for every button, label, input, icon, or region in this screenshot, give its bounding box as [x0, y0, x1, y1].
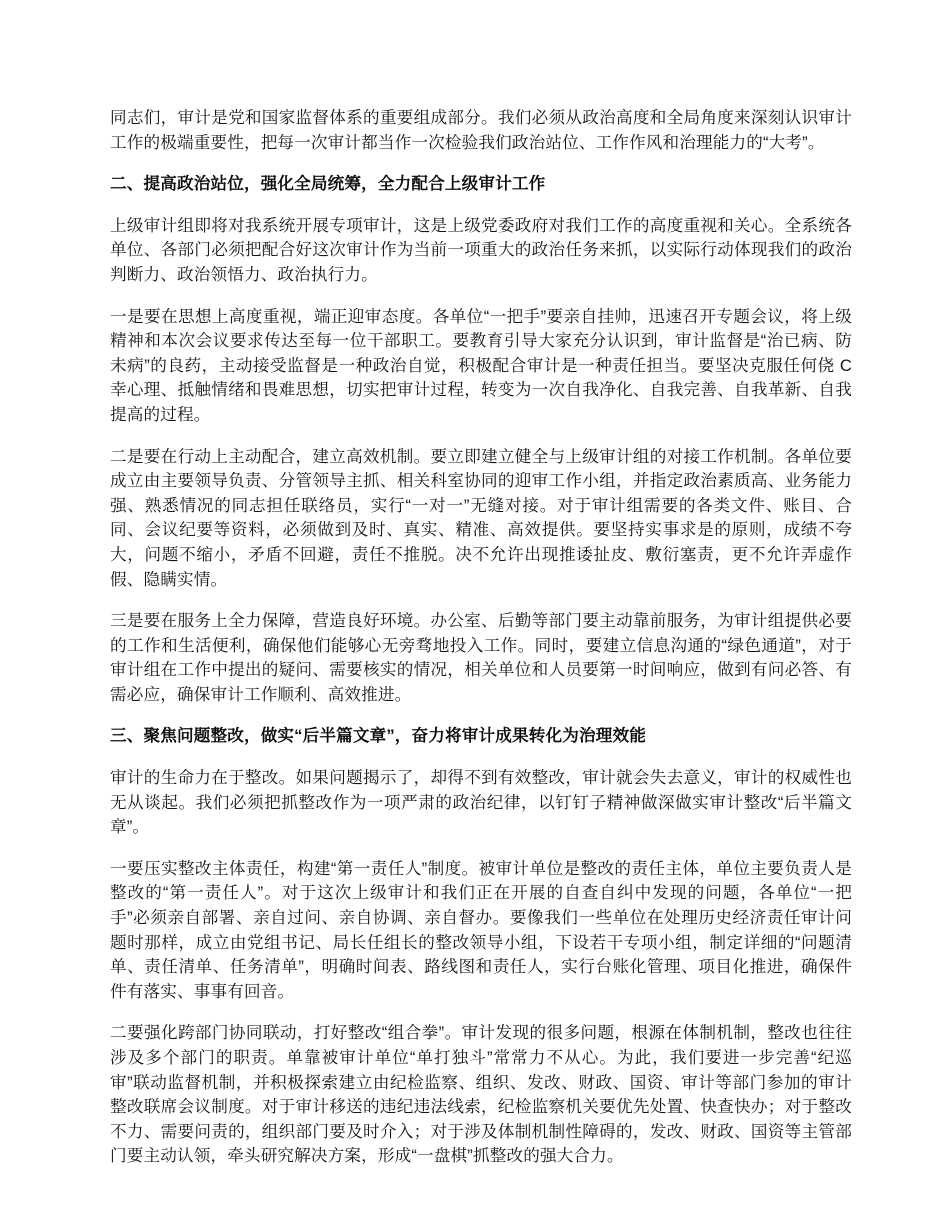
paragraph-point-three-service: 三是要在服务上全力保障，营造良好环境。办公室、后勤等部门要主动靠前服务，为审计组提供必要的工作和生活便利，确保他们能够心无旁骛地投入工作。同时，要建立信息沟通的“绿色通道”，对于审计组在工作中提出的疑问、需要核实的情况，相关单位和人员要第一时间响应，做到有问必答、有需必应，确保审计工作顺利、高效推进。	[110, 611, 852, 704]
heading-section-two: 二、提高政治站位，强化全局统筹，全力配合上级审计工作	[110, 174, 546, 194]
paragraph-point-two-action: 二是要在行动上主动配合，建立高效机制。要立即建立健全与上级审计组的对接工作机制。各单位要成立由主要领导负责、分管领导主抓、相关科室协同的迎审工作小组，并指定政治素质高、业务能力强、熟悉情况的同志担任联络员，实行“一对一”无缝对接。对于审计组需要的各类文件、账目、合同、会议纪要等资料，必须做到及时、真实、精准、高效提供。要坚持实事求是的原则，成绩不夸大，问题不缩小，矛盾不回避，责任不推脱。决不允许出现推诿扯皮、敷衍塞责，更不允许弄虚作假、隐瞒实情。	[110, 446, 852, 589]
paragraph-measure-one-responsibility: 一要压实整改主体责任，构建“第一责任人”制度。被审计单位是整改的责任主体，单位主要负责人是整改的“第一责任人”。对于这次上级审计和我们正在开展的自查自纠中发现的问题，各单位“一把手”必须亲自部署、亲自过问、亲自协调、亲自督办。要像我们一些单位在处理历史经济责任审计问题时那样，成立由党组书记、局长任组长的整改领导小组，下设若干专项小组，制定详细的“问题清单、责任清单、任务清单”，明确时间表、路线图和责任人，实行台账化管理、项目化推进，确保件件有落实、事事有回音。	[110, 858, 852, 1001]
document-body	[110, 106, 852, 1169]
paragraph-section-three-intro: 审计的生命力在于整改。如果问题揭示了，却得不到有效整改，审计就会失去意义，审计的权威性也无从谈起。我们必须把抓整改作为一项严肃的政治纪律，以钉钉子精神做深做实审计整改“后半篇文章”。	[110, 768, 852, 837]
paragraph-section-two-intro: 上级审计组即将对我系统开展专项审计，这是上级党委政府对我们工作的高度重视和关心。全系统各单位、各部门必须把配合好这次审计作为当前一项重大的政治任务来抓，以实际行动体现我们的政治判断力、政治领悟力、政治执行力。	[110, 215, 852, 284]
heading-section-three: 三、聚焦问题整改，做实“后半篇文章”，奋力将审计成果转化为治理效能	[110, 726, 646, 746]
paragraph-point-one-thought: 一是要在思想上高度重视，端正迎审态度。各单位“一把手”要亲自挂帅，迅速召开专题会议，将上级精神和本次会议要求传达至每一位干部职工。要教育引导大家充分认识到，审计监督是“治已病、防未病”的良药，主动接受监督是一种政治自觉，积极配合审计是一种责任担当。要坚决克服任何侥 C 幸心理、抵触情绪和畏难思想，切实把审计过程，转变为一次自我净化、自我完善、自我革新、自我提高的过程。	[110, 306, 852, 424]
paragraph-measure-two-coordination: 二要强化跨部门协同联动，打好整改“组合拳”。审计发现的很多问题，根源在体制机制，整改也往往涉及多个部门的职责。单靠被审计单位“单打独斗”常常力不从心。为此，我们要进一步完善“纪巡审”联动监督机制，并积极探索建立由纪检监察、组织、发改、财政、国资、审计等部门参加的审计整改联席会议制度。对于审计移送的违纪违法线索，纪检监察机关要优先处置、快查快办；对于整改不力、需要问责的，组织部门要及时介入；对于涉及体制机制性障碍的，发改、财政、国资等主管部门要主动认领，牵头研究解决方案，形成“一盘棋”抓整改的强大合力。	[110, 1023, 852, 1166]
paragraph-intro: 同志们，审计是党和国家监督体系的重要组成部分。我们必须从政治高度和全局角度来深刻认识审计工作的极端重要性，把每一次审计都当作一次检验我们政治站位、工作作风和治理能力的“大考”。	[110, 108, 852, 152]
